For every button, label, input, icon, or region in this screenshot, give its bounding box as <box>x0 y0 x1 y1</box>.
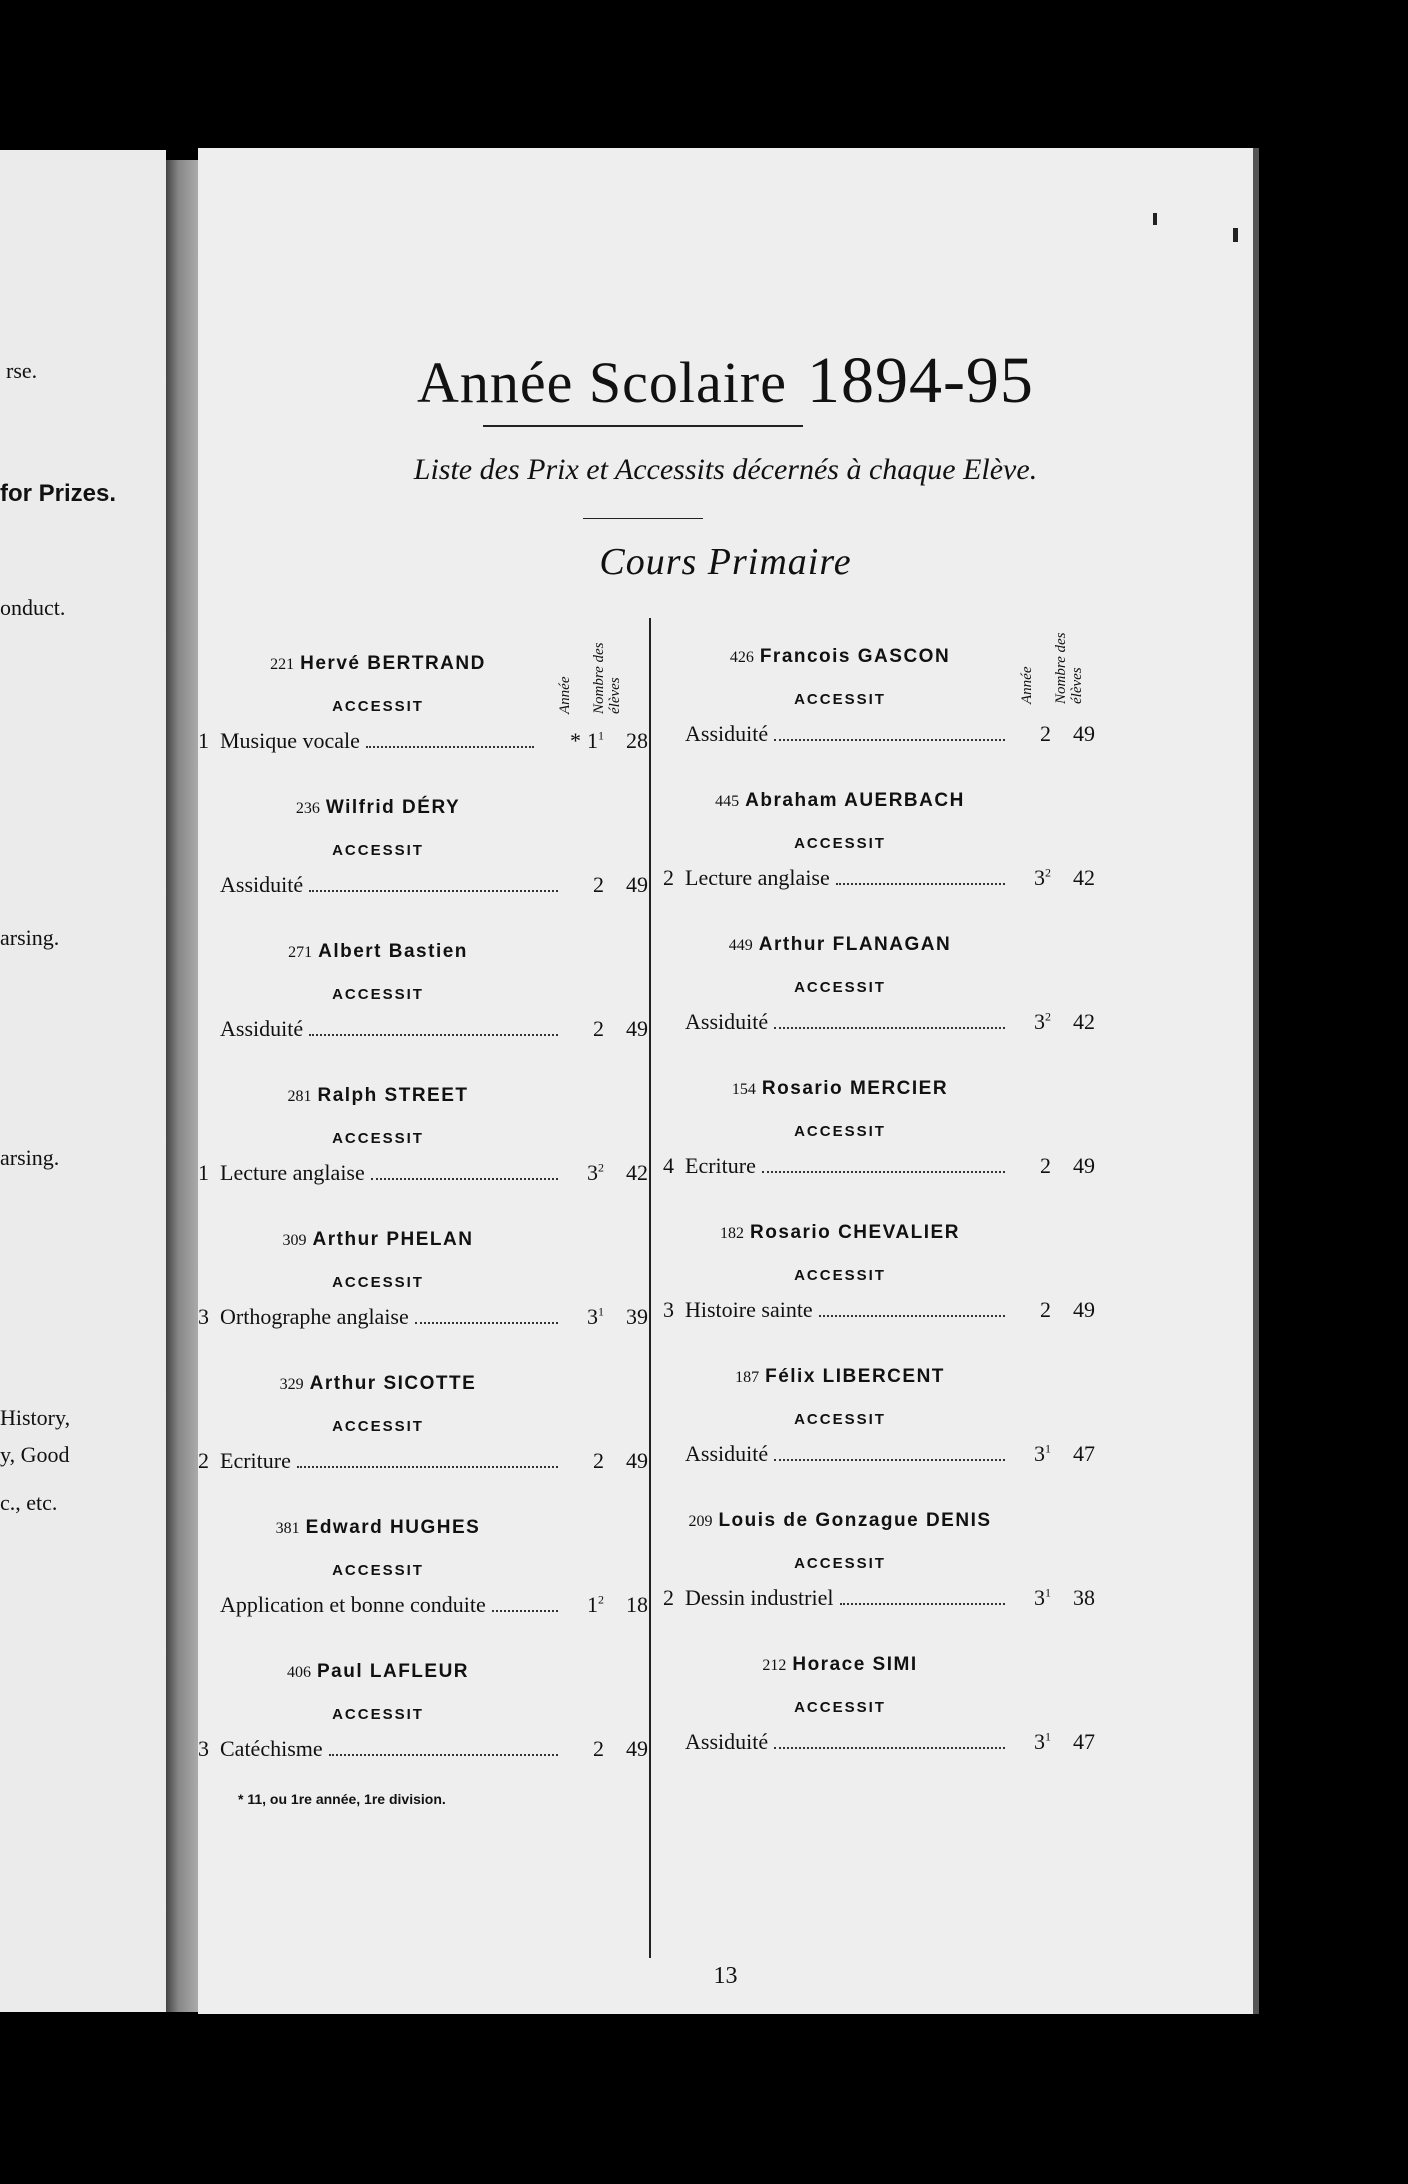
previous-page-fragment: onduct. <box>0 595 66 620</box>
annee-value <box>1011 1585 1051 1611</box>
annee-number: 2 <box>1040 1297 1051 1322</box>
right-header-nombre: Nombre des élèves <box>1053 632 1085 704</box>
annee-division: 1 <box>1045 1441 1051 1456</box>
student-name-text: Félix LIBERCENT <box>765 1366 945 1387</box>
student-number: 154 <box>731 1081 756 1098</box>
student-name-text: Rosario CHEVALIER <box>750 1222 960 1243</box>
award-line <box>663 865 1095 891</box>
award-type: ACCESSIT <box>794 1555 886 1572</box>
student-name-text: Paul LAFLEUR <box>316 1661 470 1682</box>
award-rank: 3 <box>198 1304 209 1329</box>
annee-number: 2 <box>1040 721 1051 746</box>
leader-dots <box>366 746 534 748</box>
student-name <box>664 790 1016 812</box>
annee-value <box>1011 1297 1051 1323</box>
leader-dots <box>819 1315 1005 1317</box>
student-number: 281 <box>287 1088 312 1105</box>
leader-dots <box>836 883 1005 885</box>
award-subject: Assiduité <box>685 721 769 746</box>
award-subject: Assiduité <box>220 872 304 897</box>
previous-page-fragment: History, <box>0 1405 71 1430</box>
nombre-eleves: 42 <box>626 1160 648 1185</box>
student-number: 221 <box>270 656 295 673</box>
student-number: 187 <box>735 1369 760 1386</box>
student-name <box>198 1517 558 1539</box>
leader-dots <box>415 1322 558 1324</box>
student-name <box>664 646 1016 668</box>
award-line <box>198 1016 648 1042</box>
footnote: * 11, ou 1re année, 1re division. <box>238 1791 446 1807</box>
student-name <box>198 941 558 963</box>
annee-value <box>564 1448 604 1474</box>
page-subtitle: Liste des Prix et Accessits décernés à chaque Elève. <box>413 453 1038 486</box>
award-rank: 3 <box>198 1736 209 1761</box>
student-number: 309 <box>282 1232 307 1249</box>
student-number: 381 <box>275 1520 300 1537</box>
award-line <box>663 1585 1095 1611</box>
award-line <box>663 1729 1095 1755</box>
annee-division: 2 <box>1045 1009 1051 1024</box>
leader-dots <box>297 1466 558 1468</box>
annee-number: 2 <box>593 1736 604 1761</box>
student-name <box>664 1654 1016 1676</box>
student-name-text: Wilfrid DÉRY <box>325 797 461 818</box>
annee-value <box>1011 1009 1051 1035</box>
student-number: 209 <box>688 1513 713 1530</box>
student-name-text: Arthur FLANAGAN <box>758 934 952 955</box>
student-name-text: Francois GASCON <box>759 646 951 667</box>
award-type: ACCESSIT <box>332 698 424 715</box>
leader-dots <box>774 739 1005 741</box>
award-type: ACCESSIT <box>332 1274 424 1291</box>
nombre-eleves: 18 <box>626 1592 648 1617</box>
student-name-text: Rosario MERCIER <box>761 1078 949 1099</box>
student-name <box>198 1085 558 1107</box>
annee-number: 3 <box>1034 865 1045 890</box>
award-type: ACCESSIT <box>332 1418 424 1435</box>
annee-division: 2 <box>598 1592 604 1607</box>
award-rank: 4 <box>663 1153 674 1178</box>
previous-page <box>0 150 166 2012</box>
leader-dots <box>840 1603 1006 1605</box>
award-type: ACCESSIT <box>794 1267 886 1284</box>
award-subject: Assiduité <box>220 1016 304 1041</box>
student-name <box>198 653 558 675</box>
award-subject: Lecture anglaise <box>685 865 830 890</box>
award-line <box>198 1160 648 1186</box>
left-header-annee: Année <box>557 676 573 714</box>
annee-number: 3 <box>587 1160 598 1185</box>
leader-dots <box>309 1034 558 1036</box>
nombre-eleves: 42 <box>1073 1009 1095 1034</box>
award-rank: 1 <box>198 728 209 753</box>
annee-number: 3 <box>1034 1441 1045 1466</box>
student-number: 182 <box>720 1225 745 1242</box>
annee-number: 2 <box>593 1016 604 1041</box>
annee-number: 2 <box>1040 1153 1051 1178</box>
student-name-text: Arthur SICOTTE <box>309 1373 477 1394</box>
nombre-eleves: 49 <box>1073 1297 1095 1322</box>
student-number: 406 <box>286 1664 311 1681</box>
left-header-nombre: Nombre des élèves <box>591 642 623 714</box>
award-line <box>198 1448 648 1474</box>
student-name <box>198 1229 558 1251</box>
section-heading: Cours Primaire <box>599 541 852 583</box>
award-subject: Orthographe anglaise <box>220 1304 409 1329</box>
award-subject: Catéchisme <box>220 1736 323 1761</box>
page <box>198 148 1253 2014</box>
nombre-eleves: 49 <box>626 1448 648 1473</box>
annee-value <box>1011 1729 1051 1755</box>
nombre-eleves: 49 <box>1073 1153 1095 1178</box>
previous-page-fragment: arsing. <box>0 925 60 950</box>
student-name <box>664 1078 1016 1100</box>
award-rank: 2 <box>663 865 674 890</box>
page-edge-shadow <box>1253 148 1259 2014</box>
student-name-text: Louis de Gonzague DENIS <box>718 1510 992 1531</box>
annee-value <box>540 728 604 754</box>
subtitle-rule <box>583 518 703 519</box>
annee-number: 3 <box>1034 1729 1045 1754</box>
student-name <box>664 1510 1016 1532</box>
nombre-eleves: 47 <box>1073 1441 1095 1466</box>
annee-number: 2 <box>593 872 604 897</box>
annee-division: 1 <box>598 1304 604 1319</box>
student-name-text: Ralph STREET <box>317 1085 469 1106</box>
annee-value <box>1011 1153 1051 1179</box>
annee-number: 1 <box>587 728 598 753</box>
book-gutter <box>166 160 198 2012</box>
leader-dots <box>762 1171 1005 1173</box>
student-name <box>198 797 558 819</box>
student-number: 329 <box>279 1376 304 1393</box>
title-ornament-rule <box>483 425 803 427</box>
annee-number: 3 <box>1034 1585 1045 1610</box>
title-main: Année Scolaire <box>417 350 787 415</box>
award-subject: Assiduité <box>685 1441 769 1466</box>
nombre-eleves: 39 <box>626 1304 648 1329</box>
award-line <box>198 1736 648 1762</box>
award-type: ACCESSIT <box>332 1562 424 1579</box>
annee-number: 3 <box>587 1304 598 1329</box>
column-divider <box>649 618 651 1958</box>
award-type: ACCESSIT <box>794 835 886 852</box>
previous-page-fragment: rse. <box>6 358 38 383</box>
award-subject: Histoire sainte <box>685 1297 813 1322</box>
award-type: ACCESSIT <box>332 842 424 859</box>
student-name <box>664 1222 1016 1244</box>
annee-division: 2 <box>598 1160 604 1175</box>
annee-division: 1 <box>598 728 604 743</box>
annee-value <box>564 872 604 898</box>
leader-dots <box>371 1178 558 1180</box>
speck <box>1153 213 1157 225</box>
award-subject: Ecriture <box>685 1153 756 1178</box>
title-year: 1894-95 <box>806 344 1034 417</box>
award-type: ACCESSIT <box>794 691 886 708</box>
award-line <box>198 872 648 898</box>
annee-value <box>1011 865 1051 891</box>
leader-dots <box>774 1747 1005 1749</box>
award-type: ACCESSIT <box>332 1130 424 1147</box>
award-type: ACCESSIT <box>332 1706 424 1723</box>
annee-value <box>564 1304 604 1330</box>
previous-page-fragment: y, Good <box>0 1442 70 1467</box>
award-type: ACCESSIT <box>794 979 886 996</box>
nombre-eleves: 49 <box>626 872 648 897</box>
award-subject: Assiduité <box>685 1009 769 1034</box>
student-number: 236 <box>295 800 320 817</box>
annee-number: 1 <box>587 1592 598 1617</box>
award-line <box>198 1592 648 1618</box>
previous-page-fragment: c., etc. <box>0 1490 58 1515</box>
nombre-eleves: 49 <box>626 1016 648 1041</box>
leader-dots <box>329 1754 558 1756</box>
award-line <box>198 728 648 754</box>
student-name-text: Edward HUGHES <box>305 1517 481 1538</box>
award-line <box>663 721 1095 747</box>
student-name-text: Hervé BERTRAND <box>300 653 486 674</box>
annee-value <box>564 1592 604 1618</box>
previous-page-fragment: arsing. <box>0 1145 60 1170</box>
annee-value <box>564 1160 604 1186</box>
annee-value <box>564 1736 604 1762</box>
award-type: ACCESSIT <box>332 986 424 1003</box>
award-subject: Ecriture <box>220 1448 291 1473</box>
award-rank: 2 <box>663 1585 674 1610</box>
award-rank: 2 <box>198 1448 209 1473</box>
page-title <box>198 343 1253 419</box>
nombre-eleves: 28 <box>626 728 648 753</box>
nombre-eleves: 38 <box>1073 1585 1095 1610</box>
annee-number: 2 <box>593 1448 604 1473</box>
student-name <box>198 1373 558 1395</box>
annee-division: 1 <box>1045 1585 1051 1600</box>
nombre-eleves: 47 <box>1073 1729 1095 1754</box>
award-subject: Musique vocale <box>220 728 360 753</box>
award-rank: 3 <box>663 1297 674 1322</box>
student-name-text: Abraham AUERBACH <box>745 790 965 811</box>
award-line <box>663 1441 1095 1467</box>
award-subject: Application et bonne conduite <box>220 1592 486 1617</box>
footnote-marker: * <box>570 728 581 753</box>
award-subject: Assiduité <box>685 1729 769 1754</box>
leader-dots <box>774 1027 1005 1029</box>
annee-value <box>1011 1441 1051 1467</box>
award-type: ACCESSIT <box>794 1699 886 1716</box>
student-name <box>664 934 1016 956</box>
student-number: 449 <box>728 937 753 954</box>
right-header-annee: Année <box>1019 666 1035 704</box>
award-subject: Dessin industriel <box>685 1585 834 1610</box>
student-number: 271 <box>288 944 313 961</box>
leader-dots <box>309 890 558 892</box>
award-line <box>663 1153 1095 1179</box>
nombre-eleves: 49 <box>626 1736 648 1761</box>
leader-dots <box>774 1459 1005 1461</box>
award-type: ACCESSIT <box>794 1411 886 1428</box>
leader-dots <box>492 1610 558 1612</box>
award-line <box>198 1304 648 1330</box>
annee-value <box>1011 721 1051 747</box>
student-number: 445 <box>715 793 740 810</box>
award-line <box>663 1297 1095 1323</box>
student-name-text: Horace SIMI <box>792 1654 918 1675</box>
student-name-text: Arthur PHELAN <box>312 1229 474 1250</box>
award-rank: 1 <box>198 1160 209 1185</box>
student-name <box>198 1661 558 1683</box>
nombre-eleves: 42 <box>1073 865 1095 890</box>
annee-division: 2 <box>1045 865 1051 880</box>
page-number: 13 <box>713 1963 738 1989</box>
award-subject: Lecture anglaise <box>220 1160 365 1185</box>
student-name-text: Albert Bastien <box>318 941 468 962</box>
student-number: 212 <box>762 1657 787 1674</box>
annee-number: 3 <box>1034 1009 1045 1034</box>
award-line <box>663 1009 1095 1035</box>
student-name <box>664 1366 1016 1388</box>
nombre-eleves: 49 <box>1073 721 1095 746</box>
previous-page-fragment: for Prizes. <box>0 480 117 507</box>
student-number: 426 <box>729 649 754 666</box>
speck <box>1233 228 1238 242</box>
award-type: ACCESSIT <box>794 1123 886 1140</box>
annee-division: 1 <box>1045 1729 1051 1744</box>
annee-value <box>564 1016 604 1042</box>
